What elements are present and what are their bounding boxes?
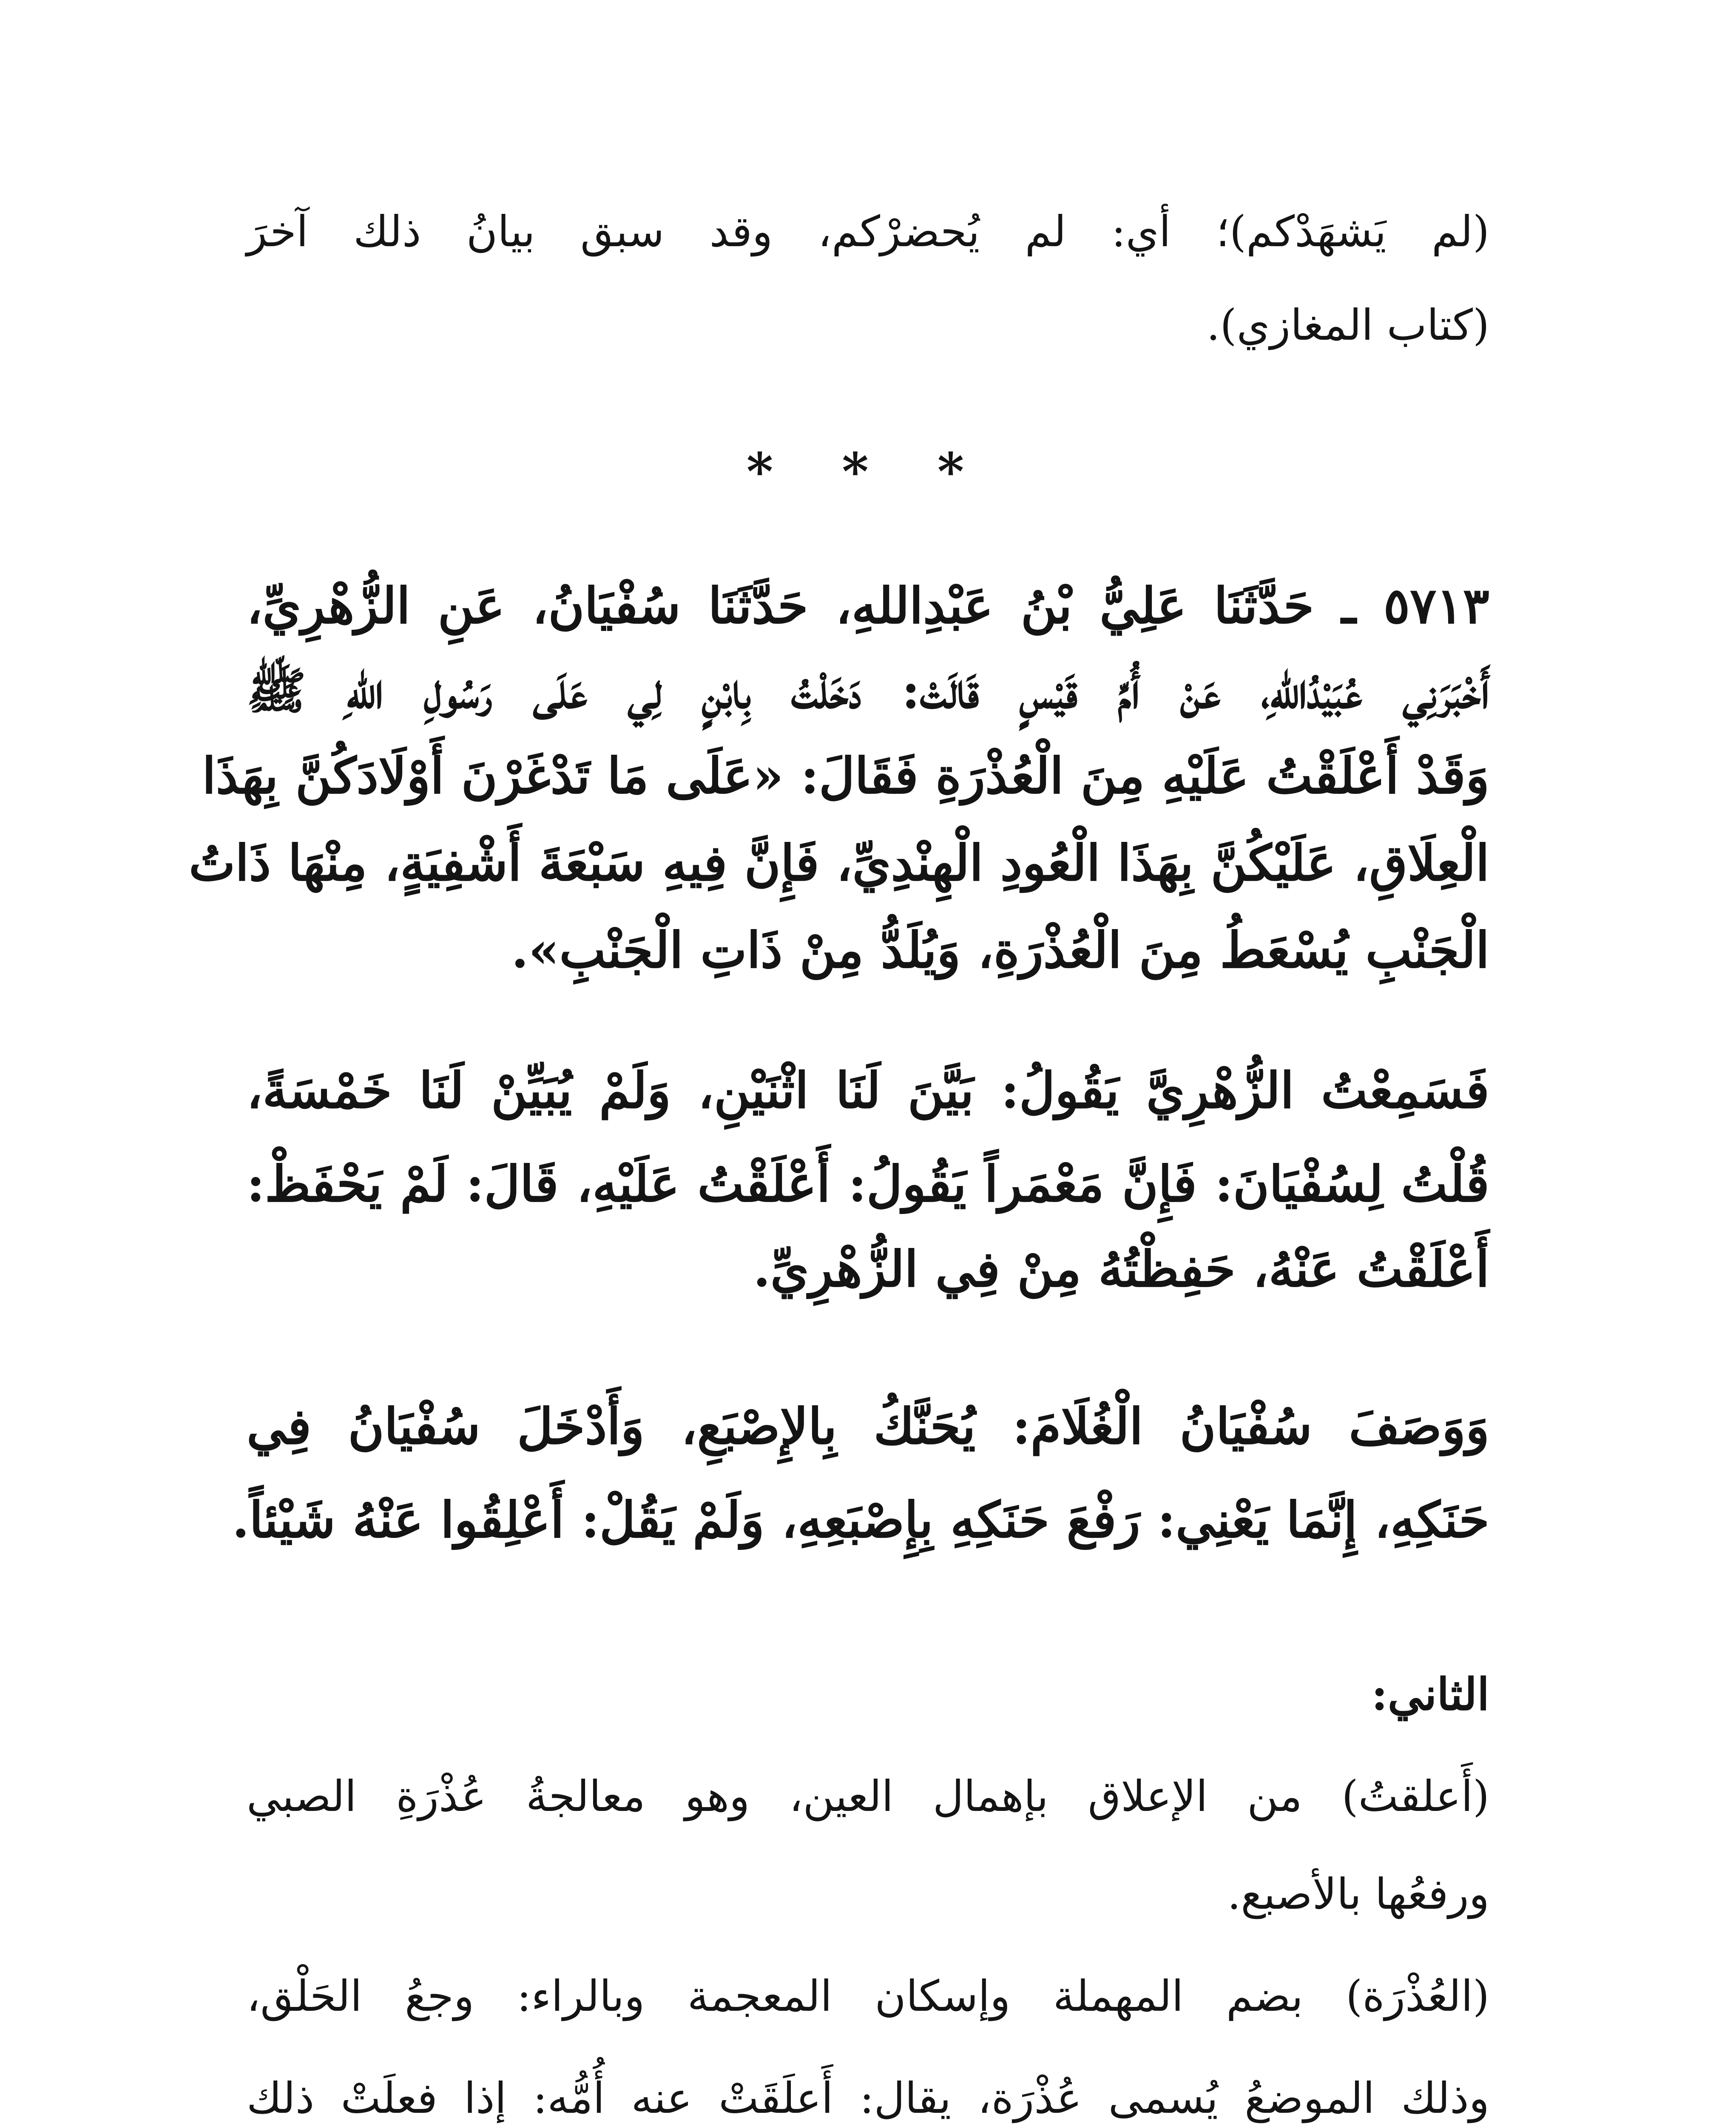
top-commentary-line-2: (كتاب المغازي).	[1206, 300, 1489, 350]
hadith-line-8: أَعْلَقْتُ عَنْهُ، حَفِظْتُهُ مِنْ فِي الزُّهْرِيِّ.	[753, 1240, 1489, 1298]
hadith-line-1: ٥٧١٣ ـ حَدَّثَنَا عَلِيُّ بْنُ عَبْدِاللهِ، حَدَّثَنَا سُفْيَانُ، عَنِ الزُّهْرِيِّ،	[247, 577, 1489, 635]
commentary-line-3: (العُذْرَة) بضم المهملة وإسكان المعجمة وبالراء: وجعُ الحَلْق،	[247, 1971, 1489, 2021]
hadith-line-9: وَوَصَفَ سُفْيَانُ الْغُلَامَ: يُحَنَّكُ بِالإِصْبَعِ، وَأَدْخَلَ سُفْيَانُ فِي	[247, 1398, 1489, 1455]
hadith-line-2: أَخْبَرَنِي عُبَيْدُاللهِ، عَنْ أُمِّ قَيْسٍ قَالَتْ: دَخَلْتُ بِابْنٍ لِي عَلَى رَسُولِ اللهِ ﷺ	[247, 662, 1489, 720]
commentary-line-2: ورفعُها بالأصبع.	[1227, 1869, 1489, 1919]
section-heading: الثاني:	[1371, 1668, 1489, 1720]
commentary-line-4: وذلك الموضعُ يُسمى عُذْرَة، يقال: أَعلَقَتْ عنه أُمُّه: إذا فعلَتْ ذلك	[247, 2073, 1489, 2123]
commentary-line-1: (أَعلقتُ) من الإعلاق بإهمال العين، وهو معالجةُ عُذْرَةِ الصبي	[247, 1771, 1489, 1821]
hadith-line-7: قُلْتُ لِسُفْيَانَ: فَإِنَّ مَعْمَراً يَقُولُ: أَعْلَقْتُ عَلَيْهِ، قَالَ: لَمْ يَحْفَظْ:	[247, 1155, 1489, 1213]
hadith-line-6: فَسَمِعْتُ الزُّهْرِيَّ يَقُولُ: بَيَّنَ لَنَا اثْنَيْنِ، وَلَمْ يُبَيِّنْ لَنَا خَمْسَةً،	[247, 1062, 1489, 1120]
hadith-line-3: وَقَدْ أَعْلَقْتُ عَلَيْهِ مِنَ الْعُذْرَةِ فَقَالَ: «عَلَى مَا تَدْغَرْنَ أَوْلَادَكُنَّ بِهَذَا	[202, 747, 1489, 805]
section-separator: * * *	[746, 442, 990, 502]
hadith-line-5: الْجَنْبِ يُسْعَطُ مِنَ الْعُذْرَةِ، وَيُلَدُّ مِنْ ذَاتِ الْجَنْبِ».	[511, 921, 1489, 979]
hadith-line-10: حَنَكِهِ، إِنَّمَا يَعْنِي: رَفْعَ حَنَكِهِ بِإِصْبَعِهِ، وَلَمْ يَقُلْ: أَعْلِقُوا عَنْهُ شَيْئاً.	[232, 1491, 1489, 1549]
hadith-line-4: الْعِلَاقِ، عَلَيْكُنَّ بِهَذَا الْعُودِ الْهِنْدِيِّ، فَإِنَّ فِيهِ سَبْعَةَ أَشْفِيَةٍ، مِنْهَا ذَاتُ	[189, 834, 1489, 892]
top-commentary-line-1: (لم يَشهَدْكم)؛ أي: لم يُحضرْكم، وقد سبق بيانُ ذلك آخرَ	[247, 207, 1489, 256]
